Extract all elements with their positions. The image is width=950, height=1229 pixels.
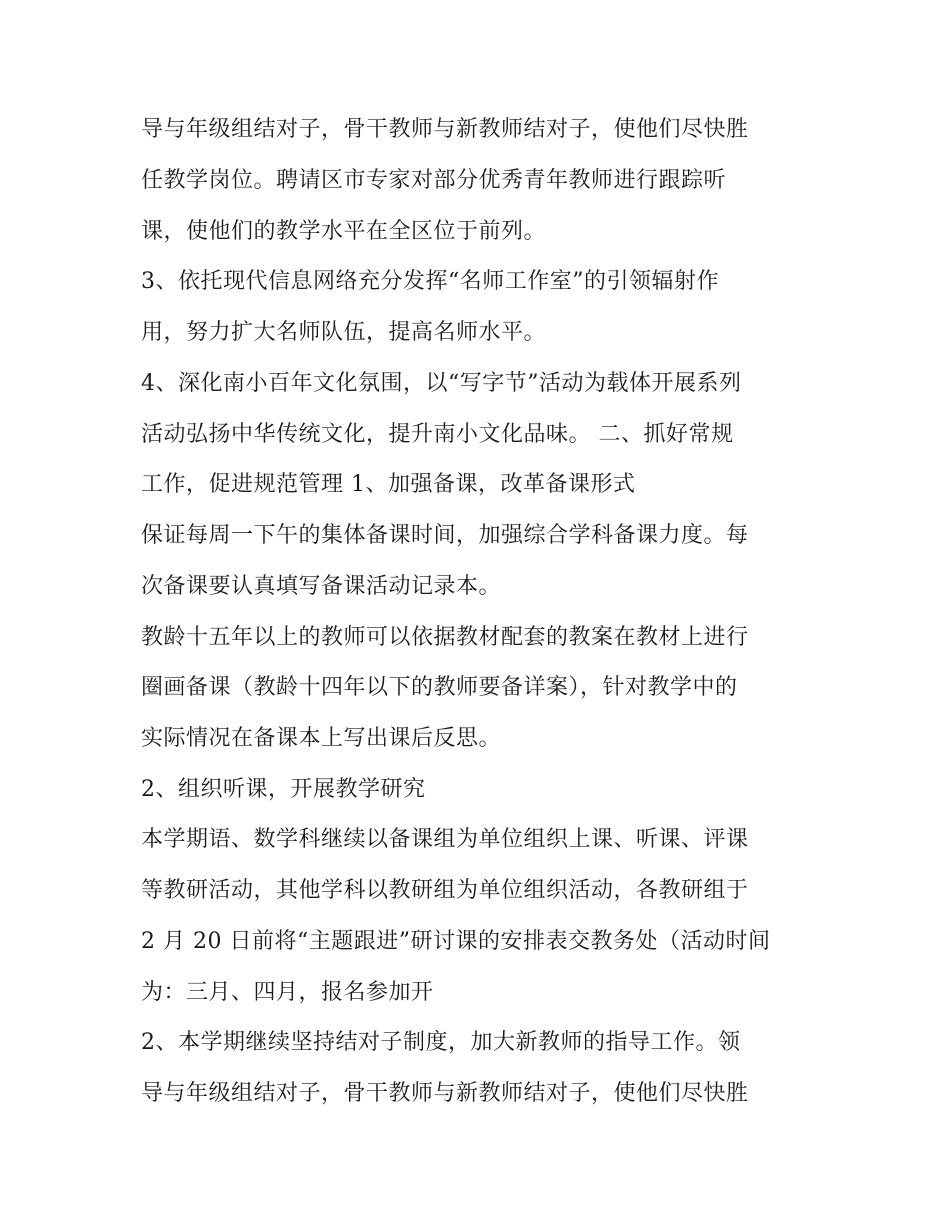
text-line: 等教研活动，其他学科以教研组为单位组织活动，各教研组于 xyxy=(141,878,749,903)
text-line: 实际情况在备课本上写出课后反思。 xyxy=(141,726,502,751)
text-line: 保证每周一下午的集体备课时间，加强综合学科备课力度。每 xyxy=(141,523,749,548)
text-line: 次备课要认真填写备课活动记录本。 xyxy=(141,574,502,599)
text-line: 教龄十五年以上的教师可以依据教材配套的教案在教材上进行 xyxy=(141,625,749,650)
text-line: 导与年级组结对子，骨干教师与新教师结对子，使他们尽快胜 xyxy=(141,1081,749,1106)
text-line: 任教学岗位。聘请区市专家对部分优秀青年教师进行跟踪听 xyxy=(141,168,727,193)
text-line: 2、本学期继续坚持结对子制度，加大新教师的指导工作。领 xyxy=(141,1030,741,1055)
text-line: 用，努力扩大名师队伍，提高名师水平。 xyxy=(141,320,547,345)
text-line: 圈画备课（教龄十四年以下的教师要备详案），针对教学中的 xyxy=(141,675,738,700)
text-line: 2、组织听课，开展教学研究 xyxy=(141,777,426,802)
text-line: 本学期语、数学科继续以备课组为单位组织上课、听课、评课 xyxy=(141,827,749,852)
text-line: 活动弘扬中华传统文化，提升南小文化品味。 二、抓好常规 xyxy=(141,422,734,447)
text-line: 3、依托现代信息网络充分发挥“名师工作室”的引领辐射作 xyxy=(141,269,719,294)
text-line: 为：三月、四月，报名参加开 xyxy=(141,980,434,1005)
text-line: 2 月 20 日前将“主题跟进”研讨课的安排表交教务处（活动时间 xyxy=(141,929,771,954)
text-line: 课，使他们的教学水平在全区位于前列。 xyxy=(141,219,547,244)
text-line: 工作，促进规范管理 1、加强备课，改革备课形式 xyxy=(141,472,636,497)
text-line: 导与年级组结对子，骨干教师与新教师结对子，使他们尽快胜 xyxy=(141,117,749,142)
text-line: 4、深化南小百年文化氛围，以“写字节”活动为载体开展系列 xyxy=(141,371,742,396)
